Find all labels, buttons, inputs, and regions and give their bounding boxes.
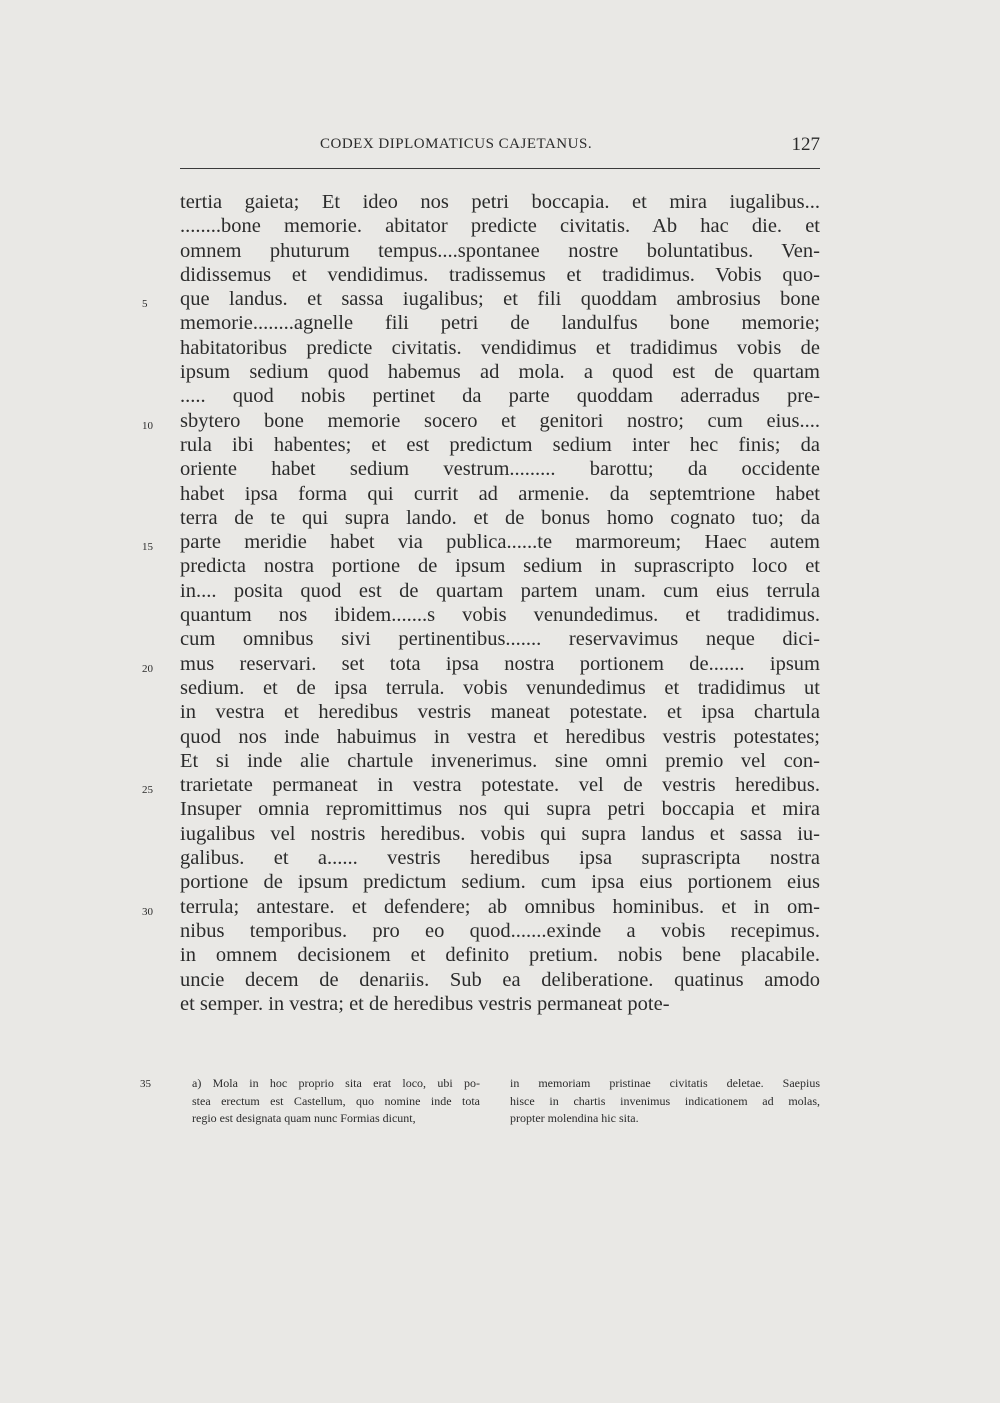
line-text: habitatoribus predicte civitatis. vendidimus et tradidimus vobis de: [180, 336, 820, 359]
text-line: [180, 797, 820, 821]
text-line: [180, 336, 820, 360]
text-line: [180, 482, 820, 506]
line-text: in vestra et heredibus vestris maneat potestate. et ipsa chartula: [180, 701, 820, 724]
text-line: [180, 214, 820, 238]
text-line: [180, 992, 820, 1016]
line-text: mus reservari. set tota ipsa nostra portionem de....... ipsum: [180, 652, 820, 675]
line-text: sedium. et de ipsa terrula. vobis venundedimus et tradidimus ut: [180, 676, 820, 699]
line-text: rula ibi habentes; et est predictum sedium inter hec finis; da: [180, 433, 820, 456]
text-line: [180, 239, 820, 263]
line-text: Et si inde alie chartule invenerimus. sine omni premio vel con-: [180, 749, 820, 772]
line-text: predicta nostra portione de ipsum sedium in suprascripto loco et: [180, 555, 820, 578]
line-number: 25: [142, 784, 153, 797]
line-text: Insuper omnia repromittimus nos qui supra petri boccapia et mira: [180, 798, 820, 821]
text-line: [180, 919, 820, 943]
line-text: in.... posita quod est de quartam partem unam. cum eius terrula: [180, 579, 820, 602]
text-line: [142, 287, 820, 311]
text-line: [180, 263, 820, 287]
text-line: [180, 749, 820, 773]
line-text: terrula; antestare. et defendere; ab omnibus hominibus. et in om-: [180, 895, 820, 918]
line-text: tertia gaieta; Et ideo nos petri boccapia. et mira iugalibus...: [180, 191, 820, 213]
text-line: [142, 652, 820, 676]
line-text: ..... quod nobis pertinet da parte quoddam aderradus pre-: [180, 385, 820, 408]
text-line: [180, 506, 820, 530]
line-text: sbytero bone memorie socero et genitori nostro; cum eius....: [180, 409, 820, 432]
running-head-title: CODEX DIPLOMATICUS CAJETANUS.: [320, 136, 593, 152]
line-number: 15: [142, 541, 153, 554]
text-line: [142, 773, 820, 797]
text-line: [180, 457, 820, 481]
text-line: [180, 676, 820, 700]
text-line: [142, 530, 820, 554]
line-text: et semper. in vestra; et de heredibus vestris permaneat pote-: [180, 992, 670, 1015]
text-line: [180, 870, 820, 894]
line-text: habet ipsa forma qui currit ad armenie. da septemtrione habet: [180, 482, 820, 505]
line-text: iugalibus vel nostris heredibus. vobis qui supra landus et sassa iu-: [180, 822, 820, 845]
line-number: 20: [142, 662, 153, 675]
footnote-line-number: 35: [140, 1078, 151, 1090]
line-text: didissemus et vendidimus. tradissemus et tradidimus. Vobis quo-: [180, 263, 820, 286]
text-line: [142, 895, 820, 919]
line-text: quantum nos ibidem.......s vobis venundedimus. et tradidimus.: [180, 604, 820, 627]
line-text: que landus. et sassa iugalibus; et fili quoddam ambrosius bone: [180, 288, 820, 311]
text-line: [180, 190, 820, 214]
text-line: [180, 627, 820, 651]
text-line: [180, 943, 820, 967]
line-number: 30: [142, 905, 153, 918]
line-text: memorie........agnelle fili petri de landulfus bone memorie;: [180, 312, 820, 335]
text-line: [180, 360, 820, 384]
line-text: ........bone memorie. abitator predicte civitatis. Ab hac die. et: [180, 215, 820, 238]
line-text: in omnem decisionem et definito pretium. nobis bene placabile.: [180, 944, 820, 967]
line-text: portione de ipsum predictum sedium. cum ipsa eius portionem eius: [180, 871, 820, 894]
text-line: [180, 433, 820, 457]
line-text: quod nos inde habuimus in vestra et heredibus vestris potestates;: [180, 725, 820, 748]
text-line: [180, 311, 820, 335]
text-line: [180, 725, 820, 749]
line-text: terra de te qui supra lando. et de bonus homo cognato tuo; da: [180, 506, 820, 529]
running-head: [180, 136, 820, 158]
footnote-line: propter molendina hic sita.: [510, 1111, 639, 1125]
line-text: trarietate permaneat in vestra potestate. vel de vestris heredibus.: [180, 774, 820, 797]
footnote-line: a) Mola in hoc proprio sita erat loco, ubi po-: [192, 1076, 480, 1090]
page-number: 127: [791, 134, 820, 155]
line-text: omnem phuturum tempus....spontanee nostre boluntatibus. Ven-: [180, 239, 820, 262]
footnote-line: hisce in chartis invenimus indicationem ad molas,: [510, 1093, 820, 1108]
text-line: [180, 554, 820, 578]
line-text: ipsum sedium quod habemus ad mola. a quod est de quartam: [180, 361, 820, 384]
line-text: uncie decem de denariis. Sub ea deliberatione. quatinus amodo: [180, 968, 820, 991]
line-text: oriente habet sedium vestrum......... barottu; da occidente: [180, 458, 820, 481]
line-number: 5: [142, 298, 148, 311]
line-text: nibus temporibus. pro eo quod.......exinde a vobis recepimus.: [180, 919, 820, 942]
text-line: [180, 700, 820, 724]
header-rule: [180, 168, 820, 169]
text-line: [180, 846, 820, 870]
text-line: [180, 579, 820, 603]
footnote-right-column: [510, 1075, 820, 1128]
text-line: [142, 409, 820, 433]
footnote-line: in memoriam pristinae civitatis deletae. Saepius: [510, 1076, 820, 1090]
footnote-line: regio est designata quam nunc Formias dicunt,: [192, 1111, 416, 1125]
line-text: cum omnibus sivi pertinentibus....... reservavimus neque dici-: [180, 628, 820, 651]
footnote-left-column: [192, 1075, 480, 1128]
line-number: 10: [142, 419, 153, 432]
text-line: [180, 822, 820, 846]
body-text: [142, 190, 820, 1016]
footnote-line: stea erectum est Castellum, quo nomine inde tota: [192, 1093, 480, 1108]
line-text: galibus. et a...... vestris heredibus ipsa suprascripta nostra: [180, 847, 820, 870]
line-text: parte meridie habet via publica......te marmoreum; Haec autem: [180, 531, 820, 554]
text-line: [180, 603, 820, 627]
text-line: [180, 384, 820, 408]
text-line: [180, 968, 820, 992]
